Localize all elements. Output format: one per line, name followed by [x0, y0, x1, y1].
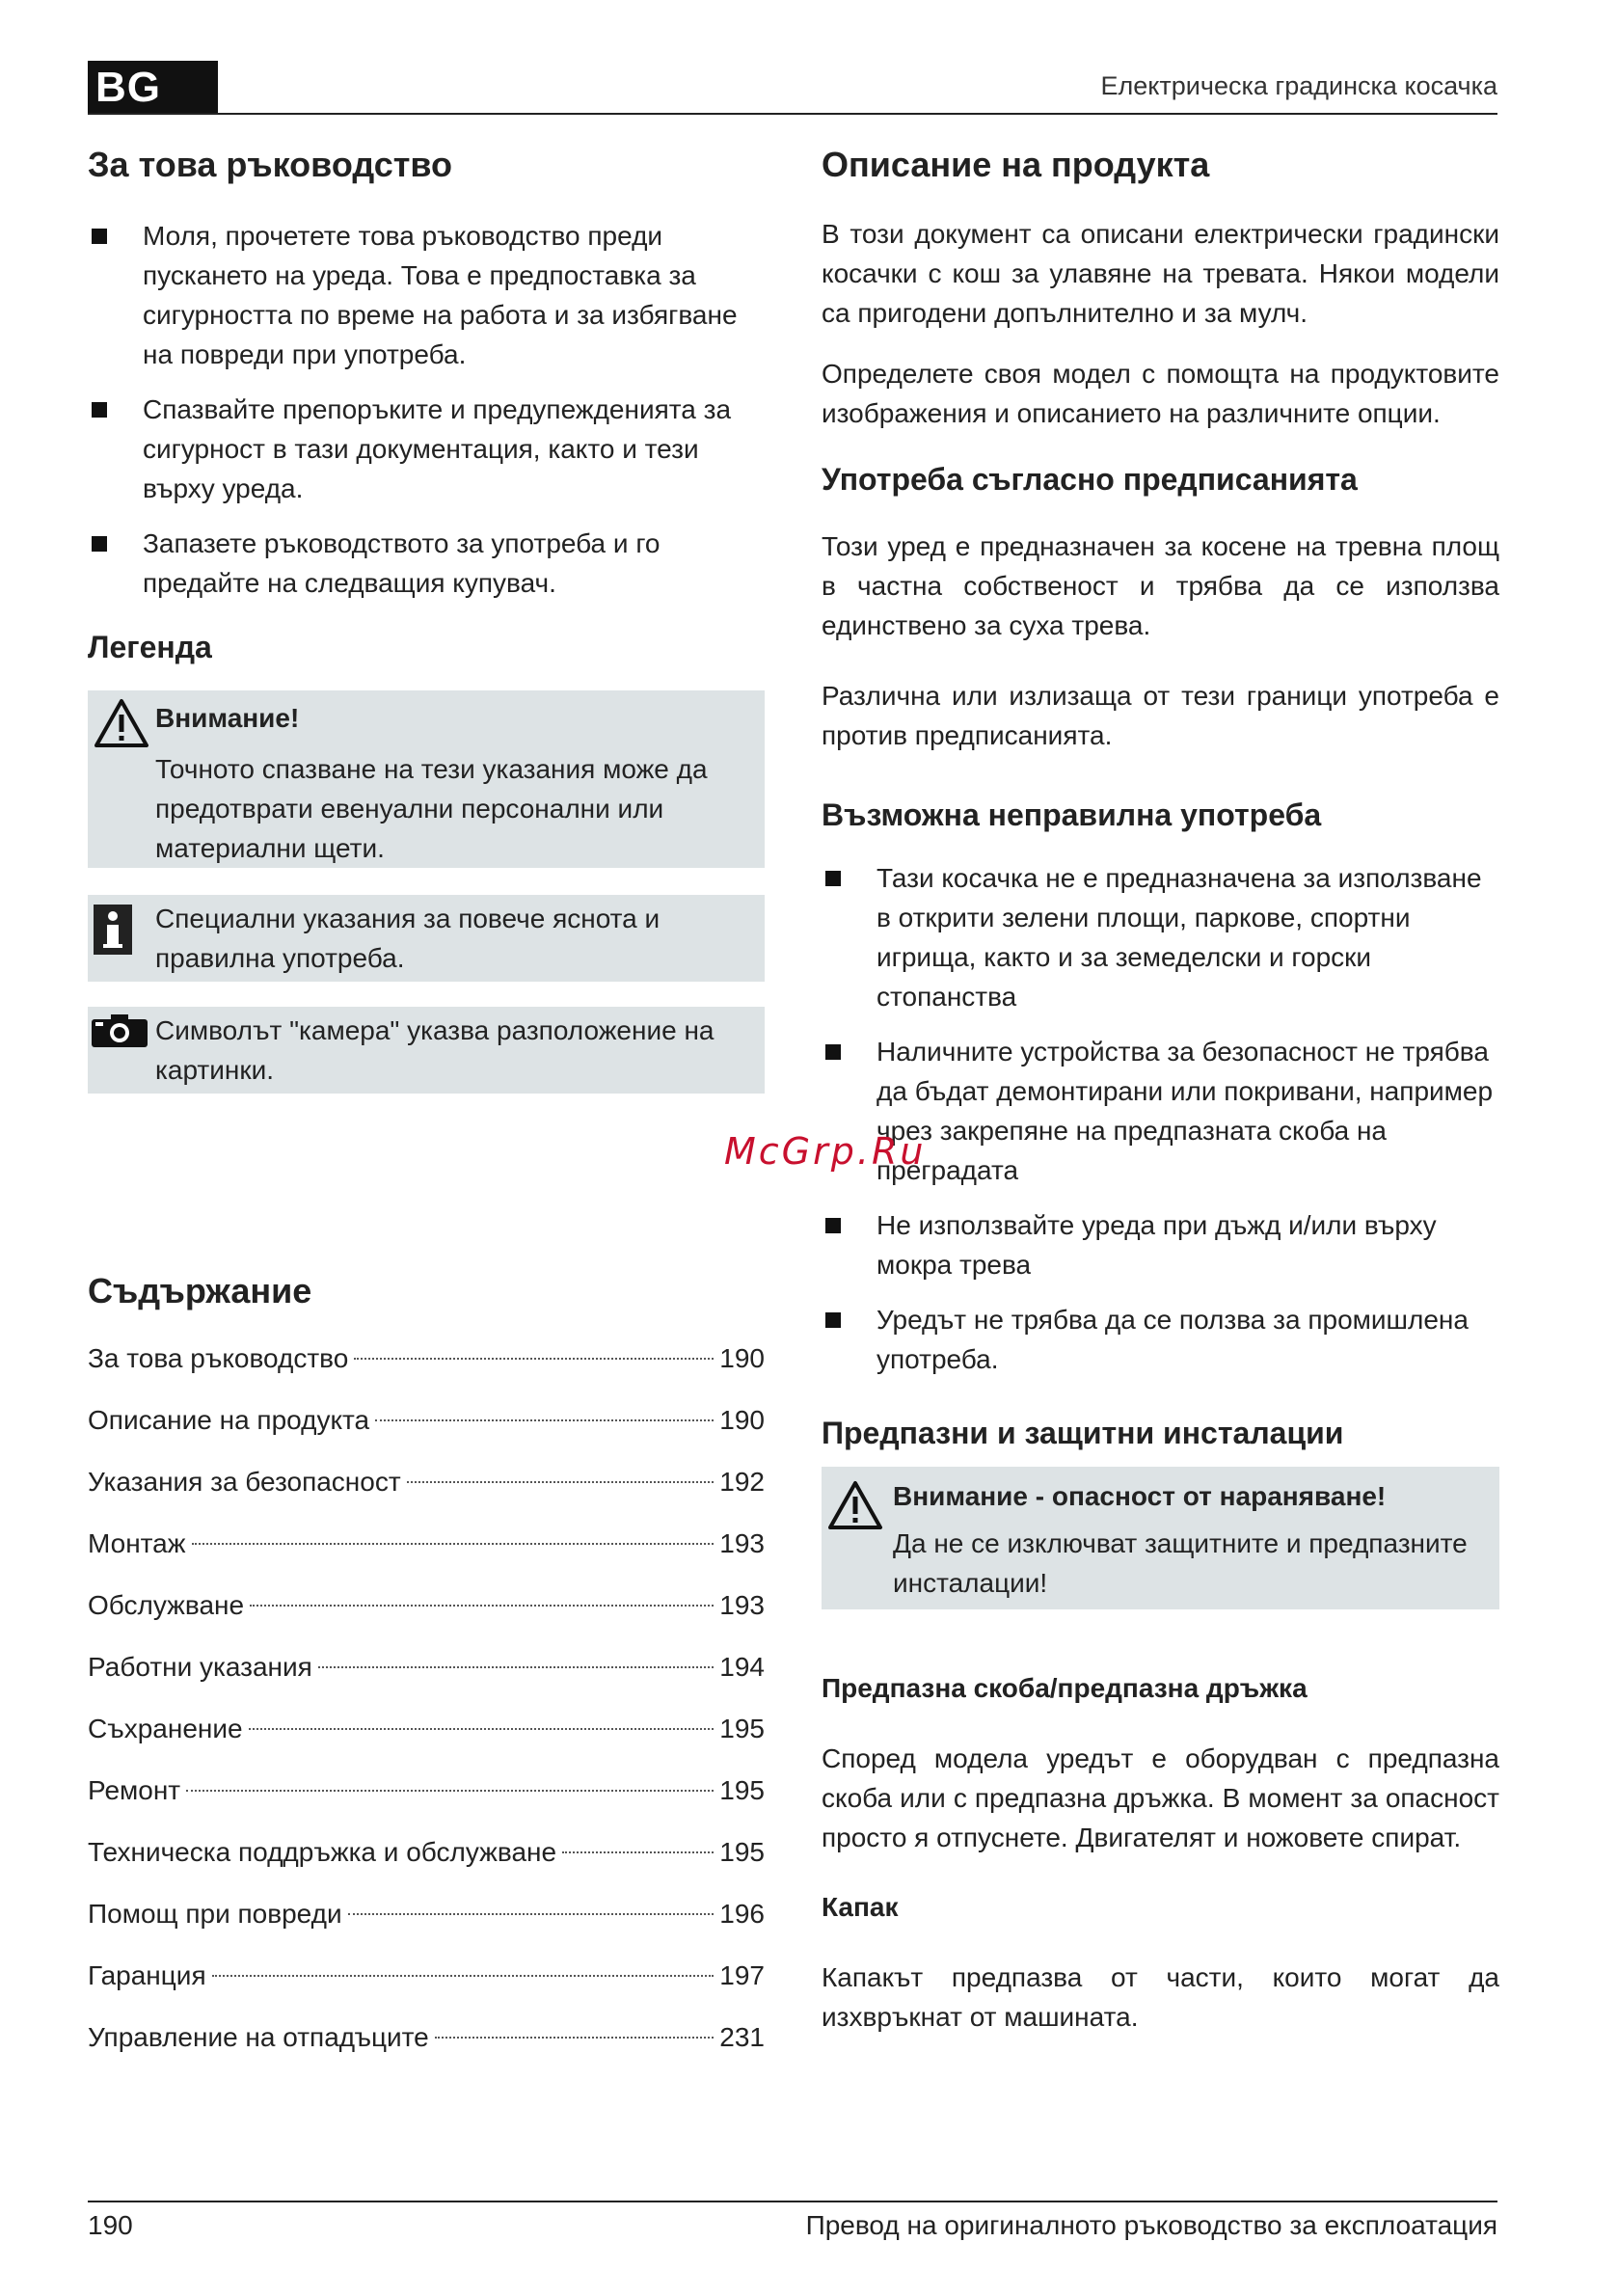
- about-manual-heading: За това ръководство: [88, 145, 453, 184]
- toc-row[interactable]: [88, 1400, 765, 1462]
- list-item: Тази косачка не е предназначена за използване в открити зелени площи, паркове, спортни игрища, както и за земеделски и горски стопанства: [822, 858, 1499, 1016]
- toc-entry-title: Работни указания: [88, 1652, 312, 1682]
- toc-entry-title: Обслужване: [88, 1590, 245, 1620]
- toc-page-number: 196: [719, 1899, 765, 1929]
- injury-warning-title: Внимание - опасност от нараняване!: [893, 1481, 1387, 1511]
- product-paragraph-2: Определете своя модел с помощта на продуктовите изображения и описанието на различните опции.: [822, 359, 1499, 428]
- toc-page-number: 195: [719, 1775, 765, 1805]
- toc-row[interactable]: [88, 1585, 765, 1647]
- toc-page-number: 194: [719, 1652, 765, 1682]
- toc-leader: [435, 2037, 715, 2039]
- intended-use-heading: Употреба съгласно предписанията: [822, 462, 1358, 497]
- toc-page-number: 193: [719, 1590, 765, 1620]
- warning-triangle-icon: [94, 698, 149, 753]
- toc-page-number: 195: [719, 1837, 765, 1867]
- list-item: Уредът не трябва да се ползва за промишлена употреба.: [822, 1300, 1499, 1379]
- toc-entry-title: Управление на отпадъците: [88, 2022, 429, 2052]
- toc-leader: [354, 1358, 714, 1360]
- toc-leader: [192, 1543, 715, 1545]
- watermark-text: McGrp.Ru: [724, 1130, 927, 1173]
- toc-entry-title: Гаранция: [88, 1960, 206, 1990]
- warning-text: Точното спазване на тези указания може да предотврати евенуални персонални или материални щети.: [155, 754, 708, 863]
- info-notice: [88, 895, 765, 982]
- warning-title: Внимание!: [155, 703, 300, 733]
- toc-leader: [186, 1790, 714, 1792]
- right-column: [822, 135, 1499, 2037]
- safety-bracket-heading: Предпазна скоба/предпазна дръжка: [822, 1673, 1308, 1703]
- cover-paragraph: Капакът предпазва от части, които могат да изхвръкнат от машината.: [822, 1962, 1499, 2032]
- left-column: [88, 135, 765, 2079]
- list-item: Наличните устройства за безопасност не трябва да бъдат демонтирани или покривани, например чрез закрепяне на предпазната скоба на преградата: [822, 1032, 1499, 1190]
- injury-warning-notice: [822, 1467, 1499, 1609]
- injury-warning-text: Да не се изключват защитните и предпазните инсталации!: [893, 1528, 1468, 1598]
- table-of-contents: [88, 1338, 765, 2079]
- warning-notice: [88, 690, 765, 868]
- toc-entry-title: Монтаж: [88, 1528, 186, 1558]
- toc-row[interactable]: [88, 1524, 765, 1585]
- info-icon: [94, 905, 132, 959]
- list-item: Запазете ръководството за употреба и го предайте на следващия купувач.: [88, 524, 765, 603]
- intended-use-paragraph-2: Различна или излизаща от тези граници употреба е против предписанията.: [822, 681, 1499, 750]
- camera-icon: [92, 1014, 148, 1052]
- product-description-heading: Описание на продукта: [822, 145, 1210, 184]
- camera-text: Символът "камера" указва разположение на картинки.: [155, 1015, 715, 1085]
- toc-entry-title: Указания за безопасност: [88, 1467, 401, 1497]
- toc-row[interactable]: [88, 2017, 765, 2079]
- contents-heading: Съдържание: [88, 1271, 312, 1310]
- product-paragraph-1: В този документ са описани електрически градински косачки с кош за улавяне на тревата. Някои модели са пригодени допълнително и за мулч.: [822, 219, 1499, 328]
- toc-row[interactable]: [88, 1894, 765, 1956]
- misuse-heading: Възможна неправилна употреба: [822, 797, 1322, 832]
- toc-row[interactable]: [88, 1832, 765, 1894]
- toc-leader: [318, 1666, 714, 1668]
- list-item: Не използвайте уреда при дъжд и/или върху мокра трева: [822, 1205, 1499, 1284]
- misuse-list: [822, 858, 1499, 1379]
- toc-page-number: 193: [719, 1528, 765, 1558]
- toc-page-number: 197: [719, 1960, 765, 1990]
- toc-row[interactable]: [88, 1338, 765, 1400]
- toc-page-number: 192: [719, 1467, 765, 1497]
- cover-heading: Капак: [822, 1892, 899, 1922]
- toc-leader: [250, 1605, 714, 1607]
- warning-triangle-icon: [827, 1480, 883, 1535]
- toc-row[interactable]: [88, 1462, 765, 1524]
- toc-page-number: 190: [719, 1343, 765, 1373]
- toc-leader: [249, 1728, 715, 1730]
- toc-row[interactable]: [88, 1956, 765, 2017]
- header-divider: [88, 113, 1497, 115]
- camera-notice: [88, 1007, 765, 1094]
- toc-leader: [375, 1419, 714, 1421]
- legend-heading: Легенда: [88, 630, 212, 664]
- safety-devices-heading: Предпазни и защитни инсталации: [822, 1416, 1344, 1450]
- toc-entry-title: Техническа поддръжка и обслужване: [88, 1837, 557, 1867]
- toc-entry-title: За това ръководство: [88, 1343, 349, 1373]
- list-item: Моля, прочетете това ръководство преди пускането на уреда. Това е предпоставка за сигурността по време на работа и за избягване на повреди при употреба.: [88, 216, 765, 374]
- safety-bracket-paragraph: Според модела уредът е оборудван с предпазна скоба или с предпазна дръжка. В момент за опасност просто я отпуснете. Двигателят и ножовете спират.: [822, 1743, 1499, 1852]
- toc-leader: [348, 1913, 715, 1915]
- about-manual-list: [88, 216, 765, 603]
- toc-page-number: 190: [719, 1405, 765, 1435]
- header-title: Електрическа градинска косачка: [1100, 71, 1497, 100]
- toc-entry-title: Помощ при повреди: [88, 1899, 342, 1929]
- toc-row[interactable]: [88, 1709, 765, 1770]
- toc-row[interactable]: [88, 1647, 765, 1709]
- toc-entry-title: Описание на продукта: [88, 1405, 370, 1435]
- footer-divider: [88, 2201, 1497, 2202]
- intended-use-paragraph-1: Този уред е предназначен за косене на тревна площ в частна собственост и трябва да се използва единствено за суха трева.: [822, 531, 1499, 640]
- info-text: Специални указания за повече яснота и правилна употреба.: [155, 904, 661, 973]
- toc-page-number: 195: [719, 1714, 765, 1743]
- toc-row[interactable]: [88, 1770, 765, 1832]
- toc-leader: [407, 1481, 715, 1483]
- toc-entry-title: Ремонт: [88, 1775, 181, 1805]
- toc-leader: [562, 1851, 714, 1853]
- toc-page-number: 231: [719, 2022, 765, 2052]
- toc-leader: [212, 1975, 715, 1977]
- language-badge: BG: [88, 61, 218, 114]
- footer-title: Превод на оригиналното ръководство за експлоатация: [805, 2210, 1497, 2240]
- toc-entry-title: Съхранение: [88, 1714, 243, 1743]
- page-number: 190: [88, 2210, 133, 2240]
- list-item: Спазвайте препоръките и предупежденията за сигурност в тази документация, както и тези върху уреда.: [88, 390, 765, 508]
